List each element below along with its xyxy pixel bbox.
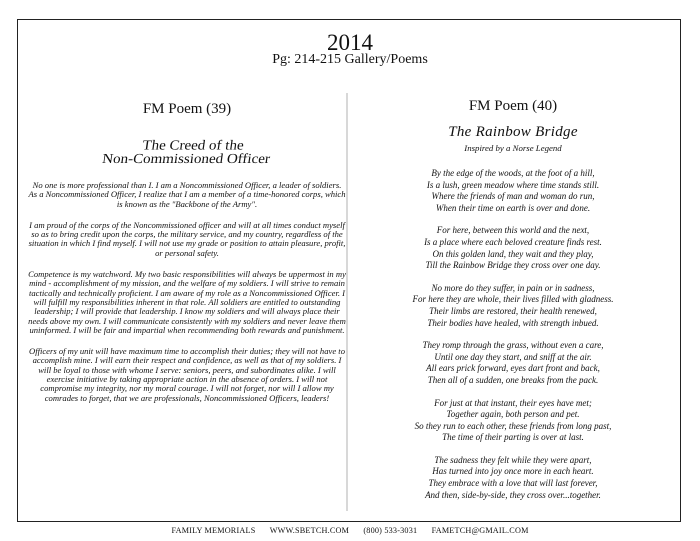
poem-line: Their limbs are restored, their health renewed,: [429, 305, 597, 316]
poem-line: Their bodies have healed, with strength inbued.: [427, 317, 599, 328]
footer-company-name: FAMILY MEMORIALS: [171, 526, 256, 535]
page-year: 2014: [327, 30, 373, 55]
footer-email: FAMETCH@GMAIL.COM: [431, 526, 529, 535]
poem-line: For here they are whole, their lives filled with gladness.: [412, 294, 614, 305]
poem-line: Has turned into joy once more in each heart.: [432, 466, 594, 477]
creed-body: [28, 181, 346, 403]
poem-line: And then, side-by-side, they cross over...together.: [425, 489, 601, 500]
poem-line: For here, between this world and the next,: [436, 225, 590, 236]
creed-title-line-2: Non-Commissioned Officer: [101, 152, 271, 167]
poem-stanza: [354, 340, 672, 386]
footer-phone: (800) 533-3031: [363, 526, 418, 535]
poem-stanza: [354, 283, 672, 329]
poem-line: So they run to each other, these friends from long past,: [414, 420, 612, 431]
poem-line: Is a place where each beloved creature finds rest.: [424, 236, 602, 247]
poem-line: They embrace with a love that will last forever,: [428, 478, 598, 489]
poem-stanza: [354, 398, 672, 444]
poem-line: The sadness they felt while they were apart,: [434, 454, 592, 465]
poem-line: No more do they suffer, in pain or in sadness,: [431, 282, 595, 293]
left-column: [28, 98, 346, 415]
right-column: [354, 98, 672, 512]
poem-line: All ears prick forward, eyes dart front and back,: [426, 363, 600, 374]
creed-title-line-1: The Creed of the: [141, 138, 245, 153]
creed-paragraph: Competence is my watchword. My two basic responsibilities will always be uppermost in my mind - accomplishment of my mission, and the welfare of my soldiers. I will strive to remain tactically and technically proficient. I am aware of my role as a Noncommissioned Officer. I will fulfill my responsibilities inherent in that role. All soldiers are entitled to outstanding leadership; I will provide that leadership. I know my soldiers and will always place their needs above my own. I will communicate consistently with my soldiers and never leave them uninformed. I will be fair and impartial when recommending both rewards and punishment.: [28, 269, 346, 335]
poem-line: The time of their parting is over at last.: [442, 432, 584, 443]
poem-line: Then all of a sudden, one breaks from the pack.: [427, 374, 599, 385]
poem-line: Till the Rainbow Bridge they cross over one day.: [425, 260, 601, 271]
page-reference: Pg: 214-215 Gallery/Poems: [272, 52, 428, 67]
poem-number-39: FM Poem (39): [142, 101, 232, 117]
poem-line: They romp through the grass, without even a care,: [422, 340, 604, 351]
poem-line: Together again, both person and pet.: [446, 409, 580, 420]
creed-paragraph: I am proud of the corps of the Noncommissioned officer and will at all times conduct myself so as to bring credit upon the corps, the military service, and my country, regardless of the situation in which I find myself. I will not use my grade or position to attain pleasure, profit, or personal safety.: [28, 219, 346, 258]
poem-line: For just at that instant, their eyes have met;: [434, 397, 592, 408]
creed-paragraph: Officers of my unit will have maximum time to accomplish their duties; they will not have to accomplish mine. I will earn their respect and confidence, as well as that of my soldiers. I will be loyal to those with whome I serve: seniors, peers, and subordinates alike. I will exercise initiative by taking appropriate action in the absence of orders. I will not compromise my integrity, nor my moral courage. I will not forget, nor will I allow my comrades to forget, that we are professionals, Noncommissioned Officers, leaders!: [28, 346, 345, 403]
poem-stanza: [354, 455, 672, 501]
rainbow-bridge-title: The Rainbow Bridge: [448, 124, 578, 140]
poem-line: Where the friends of man and woman do run,: [431, 191, 595, 202]
poem-line: Is a lush, green meadow where time stands still.: [426, 179, 600, 190]
poem-stanza: [354, 225, 672, 271]
rainbow-bridge-subtitle: Inspired by a Norse Legend: [464, 143, 562, 153]
footer-website: WWW.SBETCH.COM: [269, 526, 350, 535]
creed-title: [26, 139, 348, 167]
poem-number-40: FM Poem (40): [468, 98, 558, 114]
poem-line: When their time on earth is over and done.: [435, 202, 591, 213]
rainbow-bridge-verses: [354, 168, 672, 501]
page-footer: [0, 526, 700, 535]
poem-line: Until one day they start, and sniff at the air.: [434, 351, 592, 362]
poem-line: On this golden land, they wait and they play,: [432, 248, 594, 259]
poem-stanza: [354, 168, 672, 214]
poem-line: By the edge of the woods, at the foot of a hill,: [431, 168, 595, 178]
creed-paragraph: No one is more professional than I. I am a Noncommissioned Officer, a leader of soldiers. As a Noncommissioned Officer, I realize that I am a member of a time-honored corps, which is known as the "Backbone of the Army".: [28, 180, 346, 209]
column-divider: [346, 93, 348, 511]
